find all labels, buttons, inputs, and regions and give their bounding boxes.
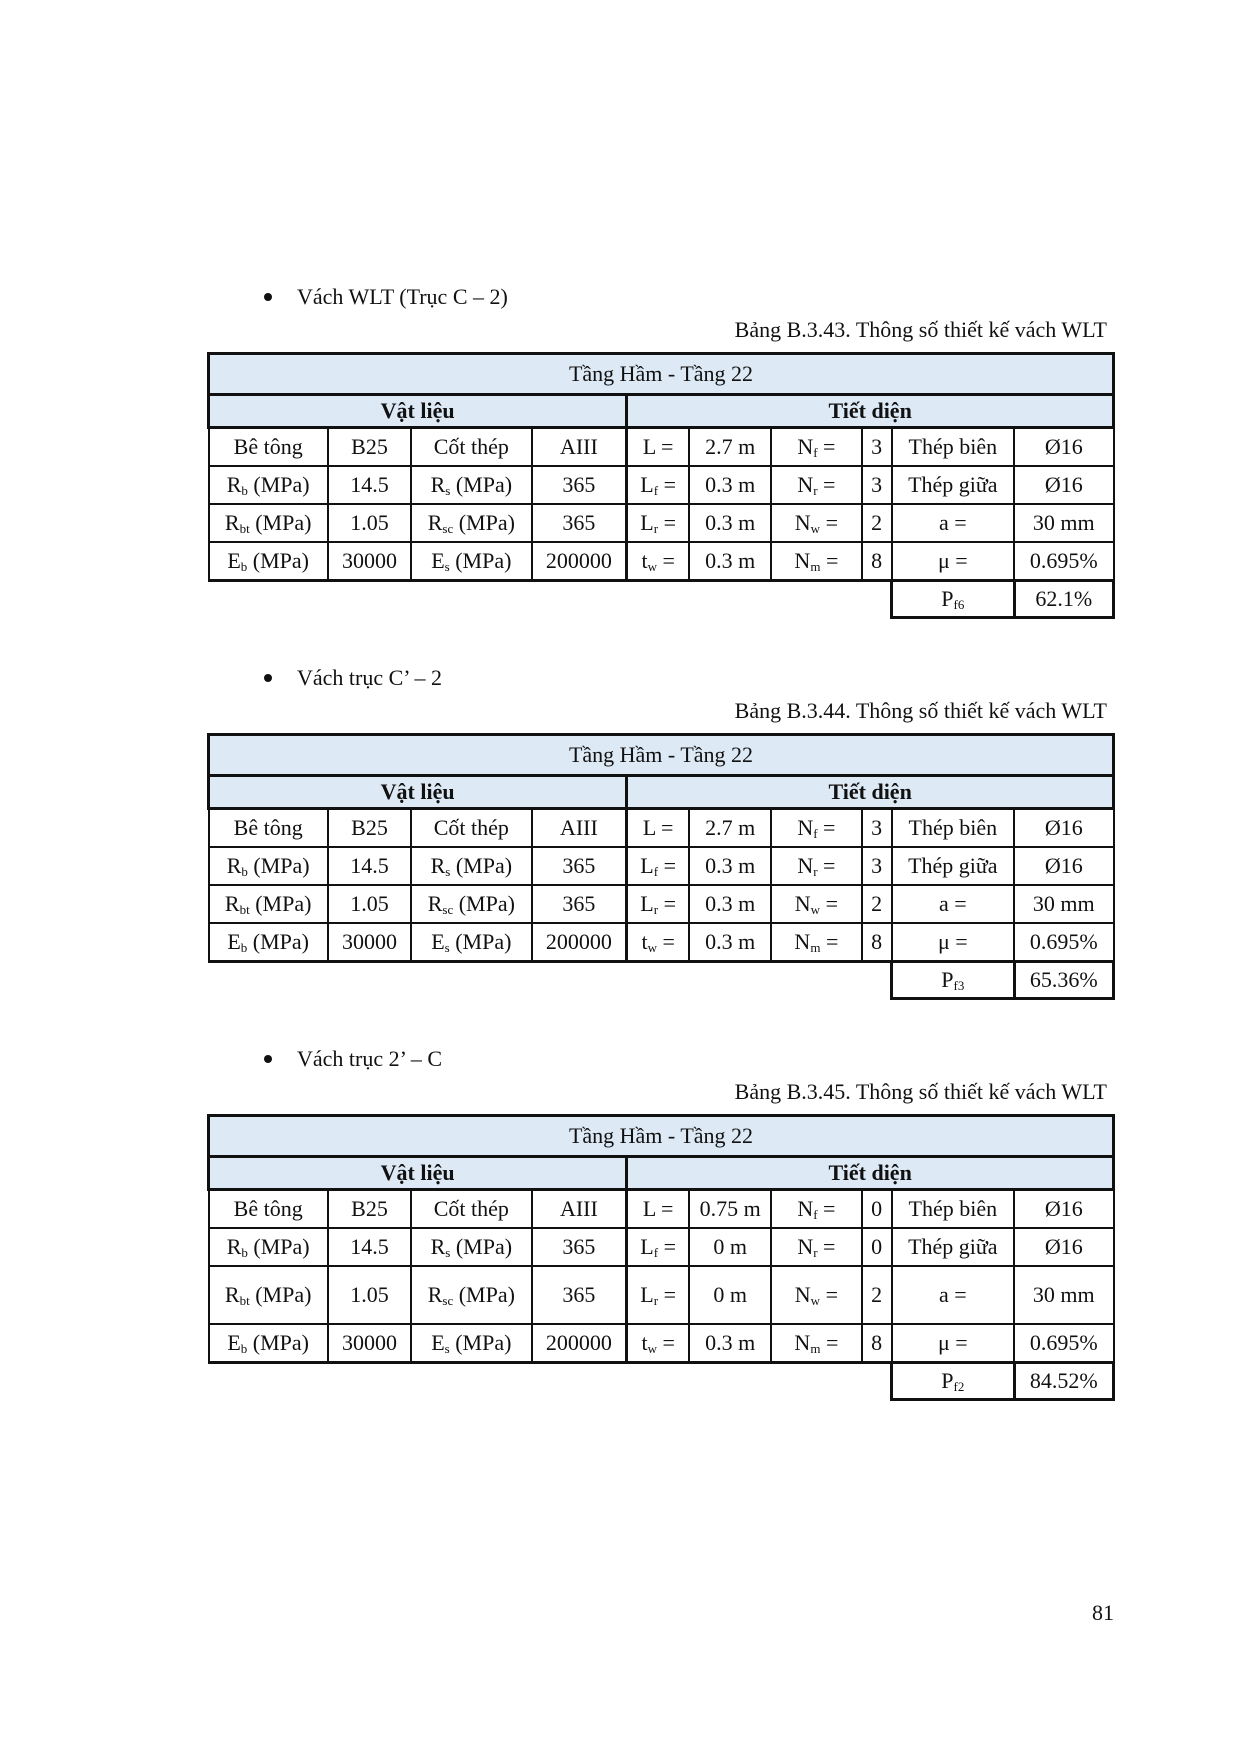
param-value-cell: 0.3 m: [689, 542, 771, 581]
param-label-cell: $N_f$ =: [771, 1190, 861, 1229]
param-label-cell: $R_{sc}$ (MPa): [411, 504, 531, 542]
section-heading-text: Vách WLT (Trục C – 2): [297, 284, 508, 309]
param-label-cell: L =: [627, 428, 689, 467]
param-label-cell: Thép biên: [892, 809, 1014, 848]
param-label-cell: $N_f$ =: [771, 428, 861, 467]
param-label-cell: a =: [892, 504, 1014, 542]
param-value-cell: 8: [862, 1324, 892, 1363]
param-label-cell: $N_r$ =: [771, 1228, 861, 1266]
param-value-cell: AIII: [532, 428, 627, 467]
param-value-cell: 2: [862, 885, 892, 923]
param-value-cell: 3: [862, 466, 892, 504]
param-label-cell: μ =: [892, 1324, 1014, 1363]
param-label-cell: $R_s$ (MPa): [411, 1228, 531, 1266]
param-label-cell: $N_w$ =: [771, 504, 861, 542]
param-value-cell: 0.3 m: [689, 847, 771, 885]
param-label-cell: Bê tông: [209, 428, 328, 467]
param-label-cell: Cốt thép: [411, 1190, 531, 1229]
section-heading-text: Vách trục 2’ – C: [297, 1046, 442, 1071]
param-label-cell: μ =: [892, 923, 1014, 962]
param-value-cell: B25: [328, 809, 411, 848]
param-value-cell: 14.5: [328, 847, 411, 885]
param-value-cell: 0.3 m: [689, 504, 771, 542]
param-value-cell: 0 m: [689, 1228, 771, 1266]
section-heading: [297, 666, 442, 690]
param-label-cell: $L_r$ =: [627, 504, 689, 542]
reinforcement-ratio-label: $P_{f2}$: [892, 1363, 1014, 1400]
param-value-cell: Ø16: [1014, 809, 1113, 848]
reinforcement-ratio-label: $P_{f3}$: [892, 962, 1014, 999]
bullet-icon: [264, 1055, 272, 1063]
table-caption: Bảng B.3.43. Thông số thiết kế vách WLT: [734, 317, 1107, 342]
param-label-cell: Thép biên: [892, 428, 1014, 467]
param-value-cell: 30000: [328, 1324, 411, 1363]
param-value-cell: 2: [862, 504, 892, 542]
section-heading-text: Vách trục C’ – 2: [297, 665, 442, 690]
param-value-cell: 3: [862, 809, 892, 848]
param-label-cell: L =: [627, 809, 689, 848]
param-value-cell: 2.7 m: [689, 809, 771, 848]
table-header-floor-range: Tầng Hầm - Tầng 22: [209, 1116, 1114, 1157]
param-value-cell: 3: [862, 847, 892, 885]
param-value-cell: 0: [862, 1228, 892, 1266]
param-value-cell: 200000: [532, 542, 627, 581]
param-label-cell: $L_f$ =: [627, 1228, 689, 1266]
table-row: [209, 885, 1114, 923]
bullet-icon: [264, 674, 272, 682]
param-label-cell: $L_f$ =: [627, 466, 689, 504]
table-row: [209, 847, 1114, 885]
table-caption: Bảng B.3.45. Thông số thiết kế vách WLT: [734, 1079, 1107, 1104]
param-value-cell: 2: [862, 1266, 892, 1324]
param-label-cell: $E_b$ (MPa): [209, 542, 328, 581]
param-label-cell: $E_b$ (MPa): [209, 923, 328, 962]
param-label-cell: $R_b$ (MPa): [209, 847, 328, 885]
param-value-cell: 0.3 m: [689, 466, 771, 504]
param-label-cell: $L_r$ =: [627, 1266, 689, 1324]
param-label-cell: $N_m$ =: [771, 1324, 861, 1363]
param-value-cell: B25: [328, 1190, 411, 1229]
page-number: 81: [1092, 1600, 1114, 1625]
param-label-cell: Thép giữa: [892, 847, 1014, 885]
param-label-cell: $E_b$ (MPa): [209, 1324, 328, 1363]
param-label-cell: $R_b$ (MPa): [209, 1228, 328, 1266]
param-value-cell: 30 mm: [1014, 1266, 1113, 1324]
param-label-cell: $R_s$ (MPa): [411, 466, 531, 504]
param-label-cell: $R_{bt}$ (MPa): [209, 504, 328, 542]
group-header-section: Tiết diện: [627, 776, 1114, 809]
param-value-cell: 0: [862, 1190, 892, 1229]
param-value-cell: 30000: [328, 542, 411, 581]
param-label-cell: Bê tông: [209, 1190, 328, 1229]
param-label-cell: Cốt thép: [411, 428, 531, 467]
reinforcement-ratio-value: 62.1%: [1014, 581, 1113, 618]
group-header-material: Vật liệu: [209, 1157, 627, 1190]
param-label-cell: $t_w$ =: [627, 1324, 689, 1363]
table-caption: Bảng B.3.44. Thông số thiết kế vách WLT: [734, 698, 1107, 723]
table-header-floor-range: Tầng Hầm - Tầng 22: [209, 354, 1114, 395]
bullet-icon: [264, 293, 272, 301]
param-label-cell: Thép biên: [892, 1190, 1014, 1229]
param-value-cell: 0.75 m: [689, 1190, 771, 1229]
section-heading: [297, 1047, 442, 1071]
reinforcement-ratio-value: 65.36%: [1014, 962, 1113, 999]
param-value-cell: 0.3 m: [689, 1324, 771, 1363]
param-label-cell: L =: [627, 1190, 689, 1229]
group-header-section: Tiết diện: [627, 395, 1114, 428]
section-heading: [297, 285, 508, 309]
param-value-cell: 8: [862, 542, 892, 581]
group-header-section: Tiết diện: [627, 1157, 1114, 1190]
param-value-cell: 0.695%: [1014, 1324, 1113, 1363]
param-label-cell: $N_m$ =: [771, 923, 861, 962]
table-row: [209, 466, 1114, 504]
param-label-cell: $E_s$ (MPa): [411, 542, 531, 581]
table-row: [209, 542, 1114, 581]
param-value-cell: Ø16: [1014, 1228, 1113, 1266]
param-value-cell: Ø16: [1014, 847, 1113, 885]
param-value-cell: 365: [532, 1228, 627, 1266]
param-value-cell: 365: [532, 885, 627, 923]
param-value-cell: 365: [532, 1266, 627, 1324]
param-label-cell: $R_{bt}$ (MPa): [209, 885, 328, 923]
param-label-cell: Thép giữa: [892, 1228, 1014, 1266]
param-label-cell: $L_r$ =: [627, 885, 689, 923]
param-label-cell: $R_s$ (MPa): [411, 847, 531, 885]
param-value-cell: 0.3 m: [689, 885, 771, 923]
param-value-cell: 200000: [532, 923, 627, 962]
table-row: [209, 1190, 1114, 1229]
param-value-cell: 1.05: [328, 504, 411, 542]
empty-cell: [209, 962, 892, 999]
param-value-cell: 30 mm: [1014, 885, 1113, 923]
group-header-material: Vật liệu: [209, 776, 627, 809]
group-header-material: Vật liệu: [209, 395, 627, 428]
param-label-cell: $N_w$ =: [771, 885, 861, 923]
param-label-cell: $N_f$ =: [771, 809, 861, 848]
param-value-cell: Ø16: [1014, 1190, 1113, 1229]
param-label-cell: $E_s$ (MPa): [411, 1324, 531, 1363]
param-value-cell: 1.05: [328, 885, 411, 923]
param-label-cell: $N_r$ =: [771, 847, 861, 885]
param-value-cell: 200000: [532, 1324, 627, 1363]
param-label-cell: μ =: [892, 542, 1014, 581]
table-row: [209, 923, 1114, 962]
design-parameters-table: [207, 352, 1115, 619]
param-label-cell: a =: [892, 1266, 1014, 1324]
param-value-cell: AIII: [532, 809, 627, 848]
design-parameters-table: [207, 733, 1115, 1000]
param-label-cell: $R_{sc}$ (MPa): [411, 885, 531, 923]
table-row: [209, 1266, 1114, 1324]
param-label-cell: $R_{bt}$ (MPa): [209, 1266, 328, 1324]
param-value-cell: Ø16: [1014, 428, 1113, 467]
param-value-cell: B25: [328, 428, 411, 467]
param-label-cell: $N_r$ =: [771, 466, 861, 504]
param-label-cell: a =: [892, 885, 1014, 923]
empty-cell: [209, 581, 892, 618]
param-value-cell: 365: [532, 847, 627, 885]
param-label-cell: Thép giữa: [892, 466, 1014, 504]
param-value-cell: 0 m: [689, 1266, 771, 1324]
param-label-cell: $L_f$ =: [627, 847, 689, 885]
table-row: [209, 504, 1114, 542]
param-value-cell: 14.5: [328, 1228, 411, 1266]
param-label-cell: $R_b$ (MPa): [209, 466, 328, 504]
param-label-cell: $t_w$ =: [627, 542, 689, 581]
param-value-cell: 0.3 m: [689, 923, 771, 962]
reinforcement-ratio-label: $P_{f6}$: [892, 581, 1014, 618]
param-label-cell: $E_s$ (MPa): [411, 923, 531, 962]
param-value-cell: 2.7 m: [689, 428, 771, 467]
param-value-cell: 0.695%: [1014, 923, 1113, 962]
empty-cell: [209, 1363, 892, 1400]
param-value-cell: 30000: [328, 923, 411, 962]
table-row: [209, 1324, 1114, 1363]
param-value-cell: 365: [532, 504, 627, 542]
param-value-cell: Ø16: [1014, 466, 1113, 504]
param-value-cell: AIII: [532, 1190, 627, 1229]
param-value-cell: 8: [862, 923, 892, 962]
param-value-cell: 0.695%: [1014, 542, 1113, 581]
param-label-cell: $R_{sc}$ (MPa): [411, 1266, 531, 1324]
design-parameters-table: [207, 1114, 1115, 1401]
table-row: [209, 428, 1114, 467]
param-value-cell: 1.05: [328, 1266, 411, 1324]
reinforcement-ratio-value: 84.52%: [1014, 1363, 1113, 1400]
param-value-cell: 365: [532, 466, 627, 504]
param-label-cell: $N_w$ =: [771, 1266, 861, 1324]
param-label-cell: $N_m$ =: [771, 542, 861, 581]
param-value-cell: 3: [862, 428, 892, 467]
param-label-cell: Bê tông: [209, 809, 328, 848]
param-value-cell: 30 mm: [1014, 504, 1113, 542]
param-value-cell: 14.5: [328, 466, 411, 504]
table-row: [209, 809, 1114, 848]
table-header-floor-range: Tầng Hầm - Tầng 22: [209, 735, 1114, 776]
table-row: [209, 1228, 1114, 1266]
param-label-cell: Cốt thép: [411, 809, 531, 848]
param-label-cell: $t_w$ =: [627, 923, 689, 962]
